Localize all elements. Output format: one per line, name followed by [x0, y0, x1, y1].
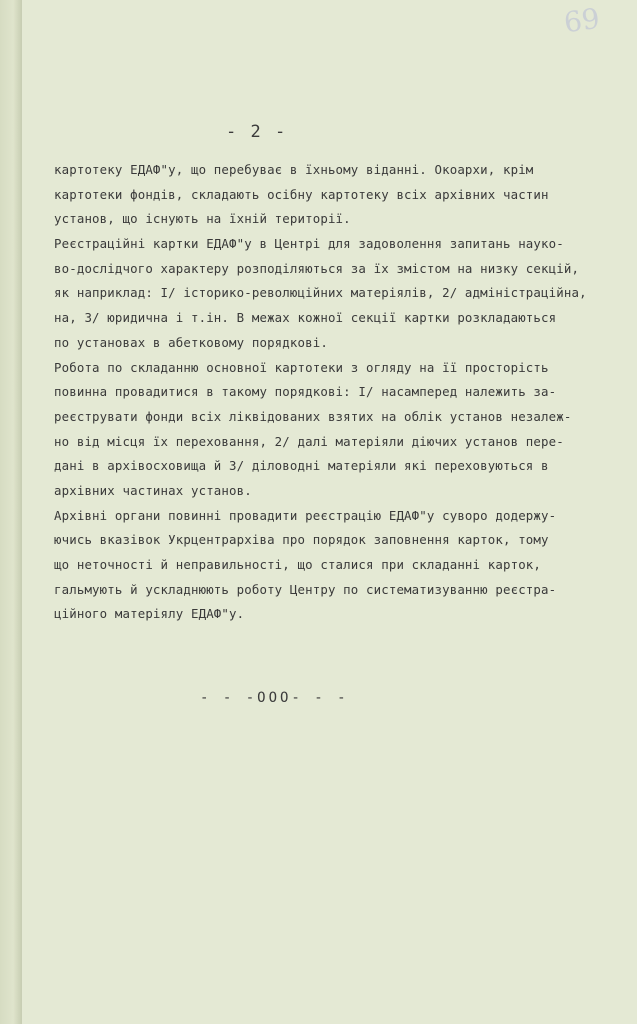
- text-line: Робота по складанню основної картотеки з огляду на її просторість: [54, 359, 549, 375]
- text-line: архівних частинах установ.: [54, 482, 252, 498]
- text-line: во-дослідчого характеру розподіляються за їх змістом на низку секцій,: [54, 260, 580, 276]
- text-line: дані в архівосховища й З/ діловодні матеріяли які переховуються в: [54, 458, 549, 474]
- archive-page-stamp: 69: [561, 1, 602, 40]
- page-number: - 2 -: [226, 122, 288, 142]
- body-text: [54, 158, 624, 627]
- text-line: но від місця їх переховання, 2/ далі матеріяли діючих установ пере-: [54, 433, 564, 449]
- text-line: картотеки фондів, складають осібну картотеку всіх архівних частин: [54, 186, 549, 202]
- text-line: по установах в абетковому порядкові.: [54, 334, 328, 350]
- text-line: повинна провадитися в такому порядкові: І/ насамперед належить за-: [54, 384, 557, 400]
- text-line: Архівні органи повинні провадити реєстрацію ЕДАФ"у суворо додержу-: [54, 507, 557, 523]
- text-line: на, З/ юридична і т.ін. В межах кожної секції картки розкладаються: [54, 310, 557, 326]
- text-line: як наприклад: І/ історико-революційних матеріялів, 2/ адміністраційна,: [54, 285, 587, 301]
- text-line: картотеку ЕДАФ"у, що перебуває в їхньому віданні. Окоархи, крім: [54, 162, 534, 177]
- text-line: що неточності й неправильності, що сталися при складанні карток,: [54, 557, 542, 572]
- closing-mark: - - -ООО- - -: [200, 690, 349, 706]
- text-line: ційного матеріялу ЕДАФ"у.: [54, 606, 245, 622]
- document-page: [22, 0, 637, 1024]
- text-line: реєструвати фонди всіх ліквідованих взятих на облік установ незалеж-: [54, 408, 572, 424]
- text-line: ючись вказівок Укрцентрархіва про порядок заповнення карток, тому: [54, 532, 549, 548]
- paper-edge: [0, 0, 22, 1024]
- text-line: установ, що існують на їхній території.: [54, 211, 351, 227]
- text-line: Реєстраційні картки ЕДАФ"у в Центрі для задоволення запитань науко-: [54, 236, 564, 252]
- text-line: гальмують й ускладнюють роботу Центру по систематизуванню реєстра-: [54, 581, 557, 597]
